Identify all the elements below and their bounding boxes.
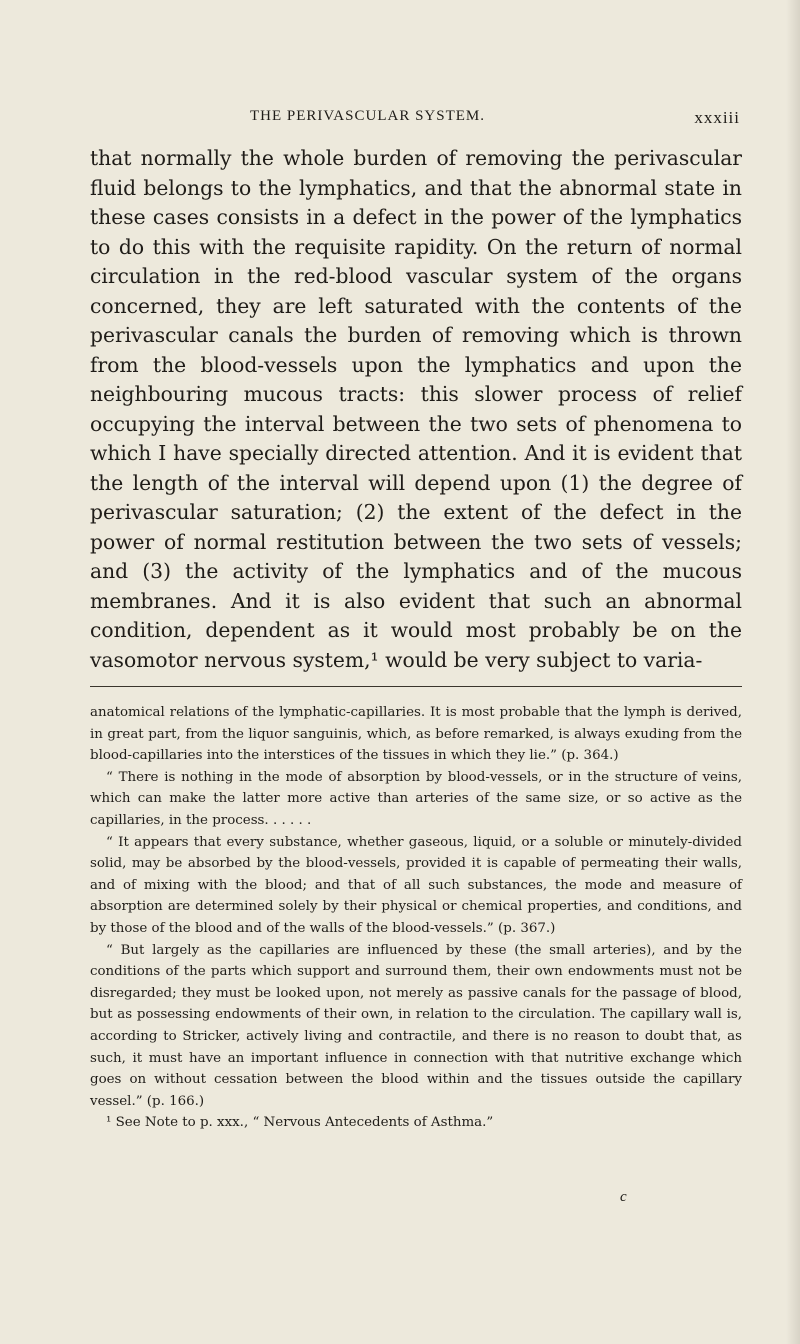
page-header (90, 98, 740, 138)
footnote-note-1: ¹ See Note to p. xxx., “ Nervous Antecedents of Asthma.” (106, 1115, 494, 1131)
footnote-quote-3: “ But largely as the capillaries are influenced by these (the small arteries), and by the conditions of the parts which support and surround them, their own endowments must not be disregarded; they must be looked upon, not merely as passive canals for the passage of blood, but as possessing endowments of their own, in relation to the circulation. The capillary wall is, according to Stricker, actively living and contractile, and there is no reason to doubt that, as such, it must have an important influence in connection with that nutritive exchange which goes on without cessation between the blood within and the tissues outside the capillary vessel.” (p. 166.) (90, 942, 742, 1109)
footnote-quote-2: “ It appears that every substance, whether gaseous, liquid, or a soluble or minutely-divided solid, may be absorbed by the blood-vessels, provided it is capable of permeating their walls, and of mixing with the blood; and that of all such substances, the mode and measure of absorption are determined solely by their physical or chemical properties, and conditions, and by those of the blood and of the walls of the blood-vessels.” (p. 367.) (90, 834, 742, 936)
running-head: THE PERIVASCULAR SYSTEM. (250, 108, 486, 124)
footnotes (90, 702, 742, 1134)
signature-mark: c (620, 1189, 627, 1205)
page-number: xxxiii (694, 108, 740, 127)
footnote-rule (90, 686, 742, 687)
page-edge-shadow (786, 0, 800, 1344)
body-paragraph: that normally the whole burden of removing the perivascular fluid belongs to the lymphatics, and that the abnormal state in these cases consists in a defect in the power of the lymphatics to do this with the requisite rapidity. On the return of normal circulation in the red-blood vascular system of the organs concerned, they are left saturated with the contents of the perivascular canals the burden of removing which is thrown from the blood-vessels upon the lymphatics and upon the neighbouring mucous tracts: this slower process of relief occupying the interval between the two sets of phenomena to which I have specially directed attention. And it is evident that the length of the interval will depend upon (1) the degree of perivascular saturation; (2) the extent of the defect in the power of normal restitution between the two sets of vessels; and (3) the activity of the lymphatics and of the mucous membranes. And it is also evident that such an abnormal condition, dependent as it would most probably be on the vasomotor nervous system,¹ would be very subject to varia- (90, 146, 742, 672)
footnote-quote-1: “ There is nothing in the mode of absorption by blood-vessels, or in the structure of veins, which can make the latter more active than arteries of the same size, or so active as the capillaries, in the process. . . . . . (90, 769, 742, 828)
main-text (90, 144, 742, 675)
footnote-continuation: anatomical relations of the lymphatic-capillaries. It is most probable that the lymph is derived, in great part, from the liquor sanguinis, which, as before remarked, is always exuding from the blood-capillaries into the interstices of the tissues in which they lie.” (p. 364.) (90, 705, 742, 764)
